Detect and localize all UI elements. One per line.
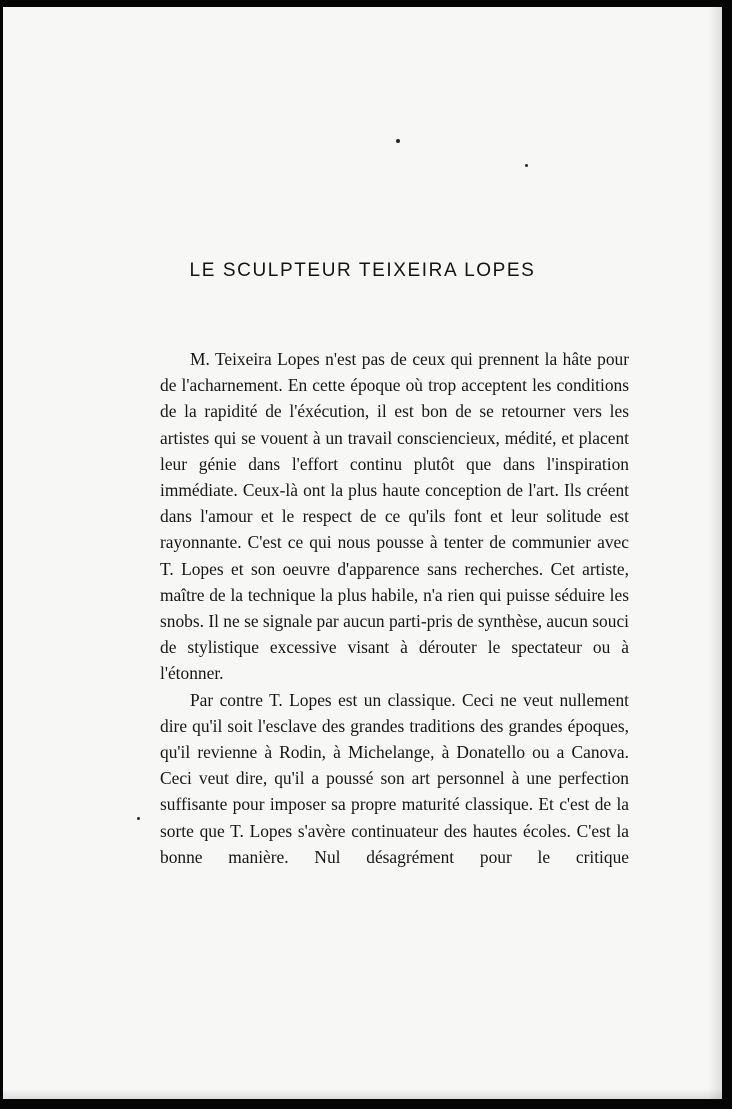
body-text [160,346,629,870]
page-title: LE SCULPTEUR TEIXEIRA LOPES [189,260,536,281]
page [3,7,722,1099]
page-bottom-shadow [3,1089,722,1099]
page-edge-shadow [708,7,722,1099]
paragraph-1: M. Teixeira Lopes n'est pas de ceux qui prennent la hâte pour de l'acharnement. En cette époque où trop acceptent les conditions de la rapidité de l'éxécution, il est bon de se retourner vers les artistes qui se vouent à un travail consciencieux, médité, et placent leur génie dans l'effort continu plutôt que dans l'inspiration immédiate. Ceux-là ont la plus haute conception de l'art. Ils créent dans l'amour et le respect de ce qu'ils font et leur solitude est rayonnante. C'est ce qui nous pousse à tenter de communier avec T. Lopes et son oeuvre d'apparence sans recherches. Cet artiste, maître de la technique la plus habile, n'a rien qui puisse séduire les snobs. Il ne se signale par aucun parti-pris de synthèse, aucun souci de stylistique excessive visant à dérouter le spectateur ou à l'étonner. [160,349,629,684]
ink-speck [137,817,140,820]
ink-speck [396,139,400,143]
paragraph-2: Par contre T. Lopes est un classique. Ceci ne veut nullement dire qu'il soit l'esclave des grandes traditions des grandes époques, qu'il revienne à Rodin, à Michelange, à Donatello ou a Canova. Ceci veut dire, qu'il a poussé son art personnel à une perfection suffisante pour imposer sa propre maturité classique. Et c'est de la sorte que T. Lopes s'avère continuateur des hautes écoles. C'est la bonne manière. Nul désagrément pour le critique [160,689,629,867]
ink-speck [525,164,528,167]
